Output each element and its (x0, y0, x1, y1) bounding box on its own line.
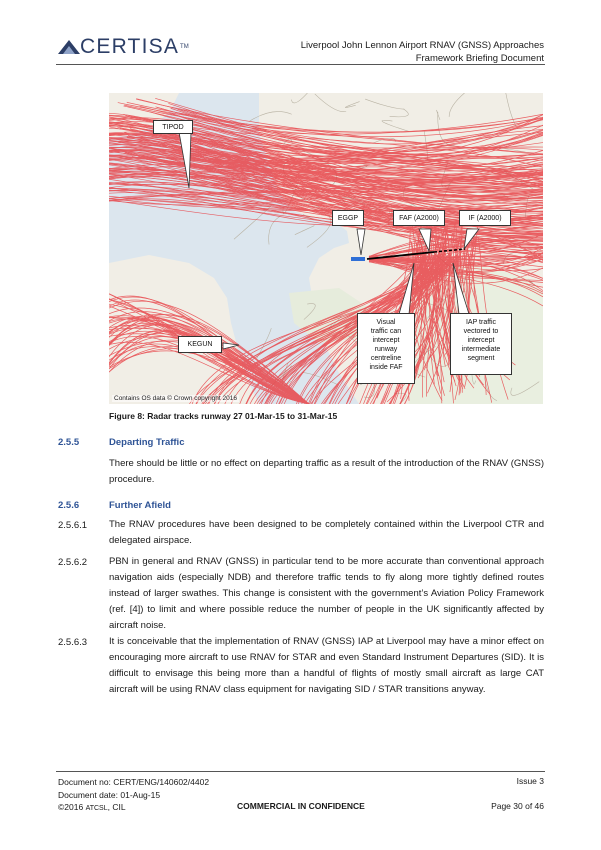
footer-copyright-year: ©2016 (58, 802, 84, 812)
footer-doc-date: Document date: 01-Aug-15 (58, 789, 161, 800)
if-callout: IF (A2000) (459, 210, 511, 226)
map-copyright: Contains OS data © Crown copyright 2016 (114, 395, 237, 402)
paragraph-number: 2.5.6.2 (58, 557, 88, 568)
iap-callout-line: intermediate (461, 346, 501, 353)
section-number: 2.5.5 (58, 437, 80, 448)
iap-callout-line: vectored to (463, 328, 499, 335)
paragraph-number: 2.5.6.1 (58, 520, 88, 531)
footer-divider (56, 771, 545, 772)
logo-trademark: TM (180, 44, 189, 50)
section-title-further-afield: Further Afield (109, 500, 171, 511)
logo-triangle-icon (58, 40, 80, 54)
iap-callout-line: intercept (467, 337, 495, 344)
visual-callout-line: Visual (376, 319, 396, 326)
visual-callout-line: intercept (372, 337, 400, 344)
footer-copyright (58, 801, 209, 816)
iap-callout-line: IAP traffic (465, 319, 497, 326)
paragraph-2-5-6-3: It is conceivable that the implementation of RNAV (GNSS) IAP at Liverpool may have a minor effect on encouraging more aircraft to use RNAV for STAR and even Standard Instrument Departures (SID). It is difficult to envisage this being more than a handful of flights of mostly small aircraft as large CAT aircraft will be using RNAV class equipment for navigating SID / STAR transitions anyway. (109, 636, 544, 695)
header-divider (56, 64, 545, 65)
paragraph-number: 2.5.6.3 (58, 637, 88, 648)
paragraph-departing-traffic: There should be little or no effect on departing traffic as a result of the introduction of the RNAV (GNSS) procedure. (109, 458, 544, 485)
visual-traffic-callout (357, 313, 415, 384)
radar-tracks-figure (109, 93, 543, 404)
footer-page-number: Page 30 of 46 (491, 801, 544, 811)
visual-callout-line: runway (374, 346, 398, 353)
footer-issue: Issue 3 (516, 776, 544, 786)
eggp-callout: EGGP (332, 210, 364, 226)
footer-doc-number: Document no: CERT/ENG/140602/4402 (58, 777, 210, 787)
logo-text: CERTISA (80, 35, 180, 58)
visual-callout-line: traffic can (370, 328, 402, 335)
section-title-departing-traffic: Departing Traffic (109, 437, 185, 448)
header-title-line1: Liverpool John Lennon Airport RNAV (GNSS) Approaches (300, 40, 544, 51)
visual-callout-line: centreline (370, 355, 402, 362)
certisa-logo (58, 35, 189, 59)
footer-copyright-org: ATCSL (85, 805, 108, 812)
paragraph-2-5-6-2: PBN in general and RNAV (GNSS) in particular tend to be more accurate than conventional approach navigation aids (especially NDB) and therefore traffic tends to fly along more tightly defined routes instead of larger swathes. This change is consistent with the government’s Aviation Policy Framework (ref. [4]) to limit and where possible reduce the number of people in the UK significantly affected by aircraft noise. (109, 556, 544, 631)
kegun-callout: KEGUN (178, 336, 222, 353)
runway-27 (351, 257, 365, 261)
header-title (301, 39, 544, 65)
tipod-callout: TIPOD (153, 120, 193, 134)
footer-confidentiality: COMMERCIAL IN CONFIDENCE (237, 801, 365, 811)
footer-document-info (58, 776, 209, 816)
section-number: 2.5.6 (58, 500, 80, 511)
header-title-line2: Framework Briefing Document (415, 53, 544, 64)
paragraph-2-5-6-1: The RNAV procedures have been designed to be completely contained within the Liverpool CTR and delegated airspace. (109, 519, 544, 546)
iap-callout-line: segment (467, 355, 495, 362)
footer-copyright-org2: , CIL (107, 802, 126, 812)
figure-caption: Figure 8: Radar tracks runway 27 01-Mar-15 to 31-Mar-15 (109, 411, 338, 421)
faf-callout: FAF (A2000) (393, 210, 445, 226)
iap-traffic-callout (450, 313, 512, 375)
visual-callout-line: inside FAF (369, 364, 403, 371)
